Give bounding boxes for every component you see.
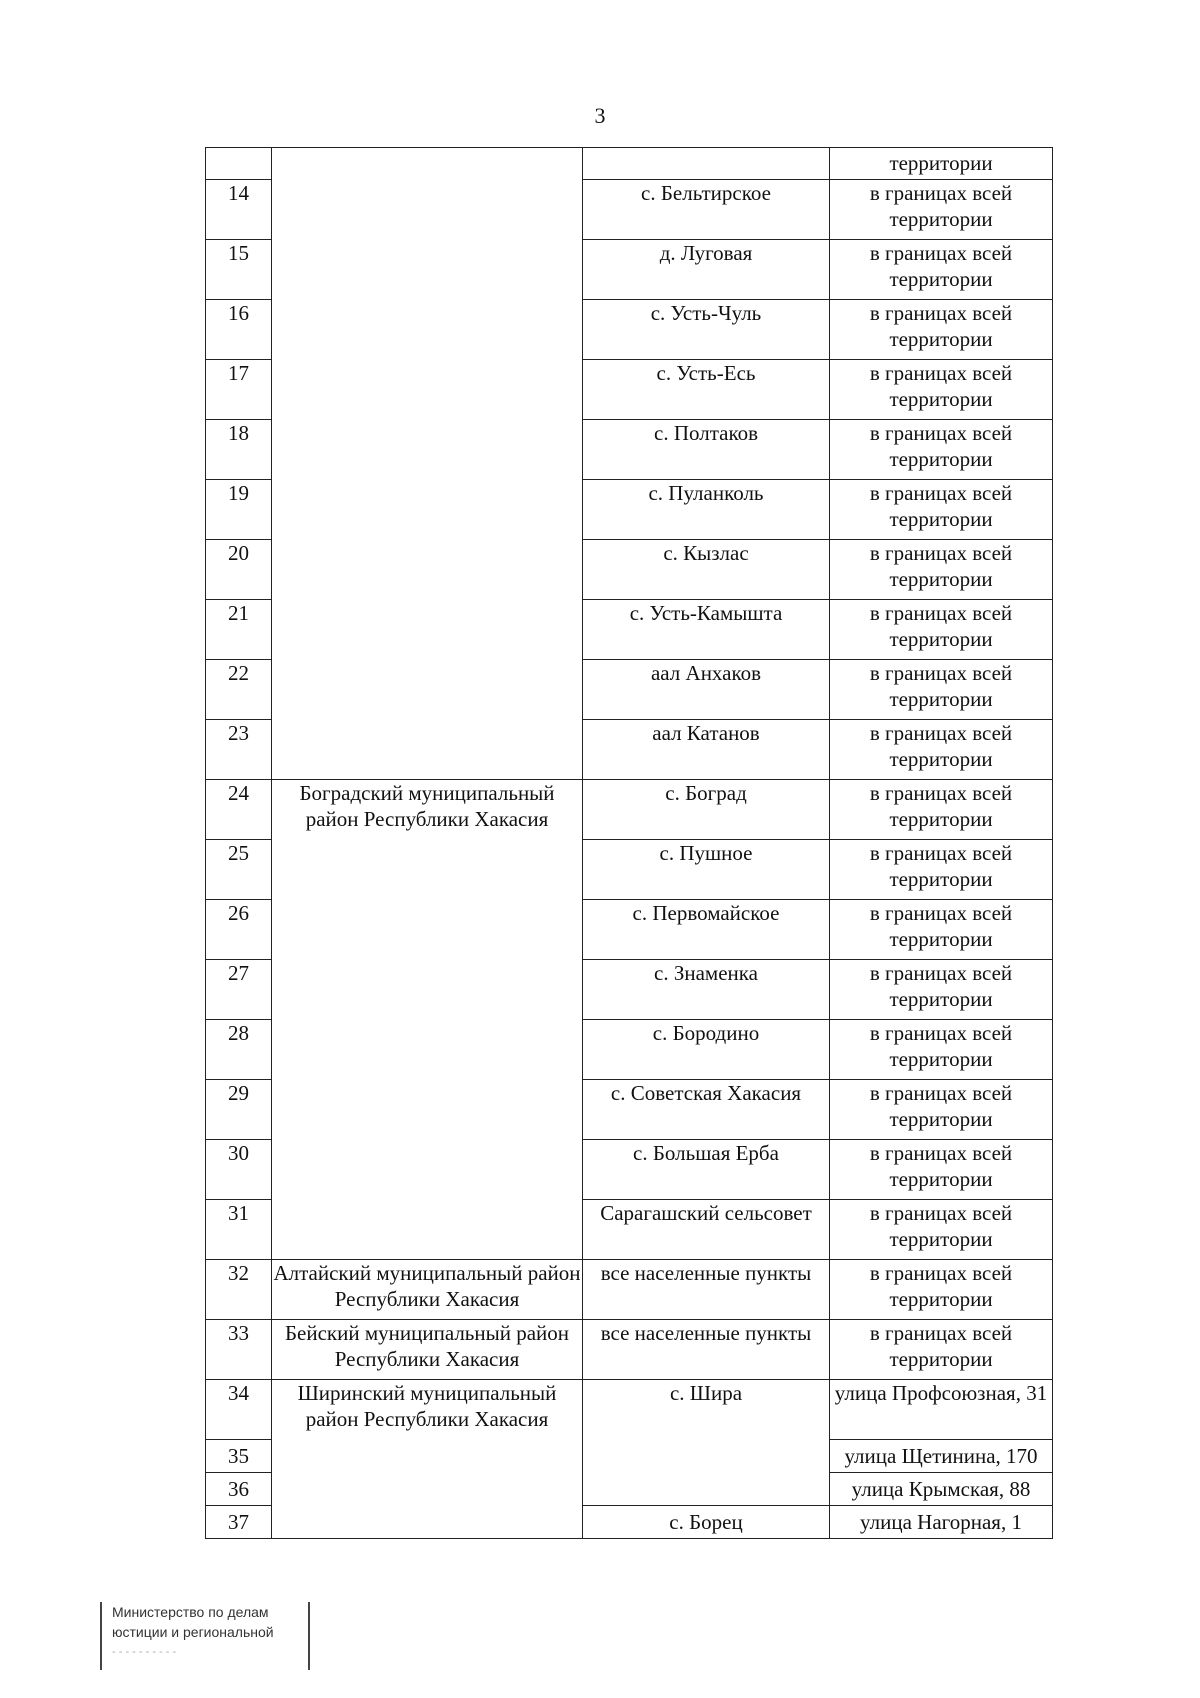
boundary-text: в границах всей территории <box>830 480 1053 540</box>
boundary-text: в границах всей территории <box>830 600 1053 660</box>
settlement-name: с. Усть-Есь <box>583 360 830 420</box>
settlement-name: с. Шира <box>583 1380 830 1506</box>
row-number: 23 <box>206 720 272 780</box>
table-row <box>206 1320 1053 1380</box>
settlement-name: с. Советская Хакасия <box>583 1080 830 1140</box>
settlement-name: с. Кызлас <box>583 540 830 600</box>
row-number: 28 <box>206 1020 272 1080</box>
boundary-text: в границах всей территории <box>830 840 1053 900</box>
region-name-altai: Алтайский муниципальный район Республики Хакасия <box>272 1260 583 1320</box>
row-number: 19 <box>206 480 272 540</box>
row-number: 34 <box>206 1380 272 1440</box>
boundary-text: в границах всей территории <box>830 720 1053 780</box>
settlement-name: с. Пуланколь <box>583 480 830 540</box>
boundary-text: в границах всей территории <box>830 360 1053 420</box>
settlement-name: с. Пушное <box>583 840 830 900</box>
settlement-name: с. Первомайское <box>583 900 830 960</box>
settlement-name: все населенные пункты <box>583 1260 830 1320</box>
table-row <box>206 148 1053 180</box>
stamp-line-1: Министерство по делам <box>112 1604 269 1620</box>
settlement-name: с. Знаменка <box>583 960 830 1020</box>
boundary-text: улица Крымская, 88 <box>830 1473 1053 1506</box>
boundary-text: в границах всей территории <box>830 780 1053 840</box>
table-row <box>206 1380 1053 1440</box>
row-number <box>206 148 272 180</box>
settlement-name: с. Боград <box>583 780 830 840</box>
row-number: 26 <box>206 900 272 960</box>
ministry-stamp <box>100 1602 310 1670</box>
row-number: 33 <box>206 1320 272 1380</box>
region-name-beya: Бейский муниципальный район Республики Хакасия <box>272 1320 583 1380</box>
boundary-text: в границах всей территории <box>830 240 1053 300</box>
stamp-line-2: юстиции и региональной <box>112 1624 274 1640</box>
boundary-text: в границах всей территории <box>830 960 1053 1020</box>
boundary-text: в границах всей территории <box>830 1140 1053 1200</box>
boundary-text: в границах всей территории <box>830 420 1053 480</box>
region-name-shira: Ширинский муниципальный район Республики Хакасия <box>272 1380 583 1539</box>
settlement-name: с. Усть-Камышта <box>583 600 830 660</box>
row-number: 17 <box>206 360 272 420</box>
boundary-text: в границах всей территории <box>830 1200 1053 1260</box>
boundary-text: в границах всей территории <box>830 900 1053 960</box>
settlement-name: с. Бородино <box>583 1020 830 1080</box>
row-number: 14 <box>206 180 272 240</box>
row-number: 20 <box>206 540 272 600</box>
region-name-bograd: Боградский муниципальный район Республики Хакасия <box>272 780 583 1260</box>
row-number: 35 <box>206 1440 272 1473</box>
boundary-text: в границах всей территории <box>830 540 1053 600</box>
boundary-text: в границах всей территории <box>830 300 1053 360</box>
boundary-text: улица Профсоюзная, 31 <box>830 1380 1053 1440</box>
boundary-text: в границах всей территории <box>830 180 1053 240</box>
settlement-name: д. Луговая <box>583 240 830 300</box>
settlement-name: с. Полтаков <box>583 420 830 480</box>
row-number: 18 <box>206 420 272 480</box>
settlements-table <box>205 147 1053 1539</box>
settlement-name: Сарагашский сельсовет <box>583 1200 830 1260</box>
row-number: 24 <box>206 780 272 840</box>
boundary-text: улица Щетинина, 170 <box>830 1440 1053 1473</box>
settlement-name: с. Борец <box>583 1506 830 1539</box>
row-number: 25 <box>206 840 272 900</box>
settlement-name: с. Усть-Чуль <box>583 300 830 360</box>
row-number: 21 <box>206 600 272 660</box>
region-cell-empty <box>272 148 583 780</box>
table-row <box>206 780 1053 840</box>
boundary-text: улица Нагорная, 1 <box>830 1506 1053 1539</box>
boundary-text: в границах всей территории <box>830 1080 1053 1140</box>
row-number: 29 <box>206 1080 272 1140</box>
boundary-text: в границах всей территории <box>830 660 1053 720</box>
boundary-text: в границах всей территории <box>830 1020 1053 1080</box>
row-number: 15 <box>206 240 272 300</box>
settlement-name: с. Бельтирское <box>583 180 830 240</box>
row-number: 27 <box>206 960 272 1020</box>
settlement-name: аал Анхаков <box>583 660 830 720</box>
row-number: 32 <box>206 1260 272 1320</box>
settlement-name <box>583 148 830 180</box>
settlement-name: с. Большая Ерба <box>583 1140 830 1200</box>
boundary-text: территории <box>830 148 1053 180</box>
stamp-faint-line: - - - - - - - - - - <box>112 1646 177 1658</box>
row-number: 36 <box>206 1473 272 1506</box>
table-row <box>206 1260 1053 1320</box>
settlement-name: аал Катанов <box>583 720 830 780</box>
row-number: 37 <box>206 1506 272 1539</box>
settlement-name: все населенные пункты <box>583 1320 830 1380</box>
boundary-text: в границах всей территории <box>830 1260 1053 1320</box>
row-number: 31 <box>206 1200 272 1260</box>
boundary-text: в границах всей территории <box>830 1320 1053 1380</box>
row-number: 16 <box>206 300 272 360</box>
page-number: 3 <box>594 103 606 128</box>
row-number: 22 <box>206 660 272 720</box>
row-number: 30 <box>206 1140 272 1200</box>
